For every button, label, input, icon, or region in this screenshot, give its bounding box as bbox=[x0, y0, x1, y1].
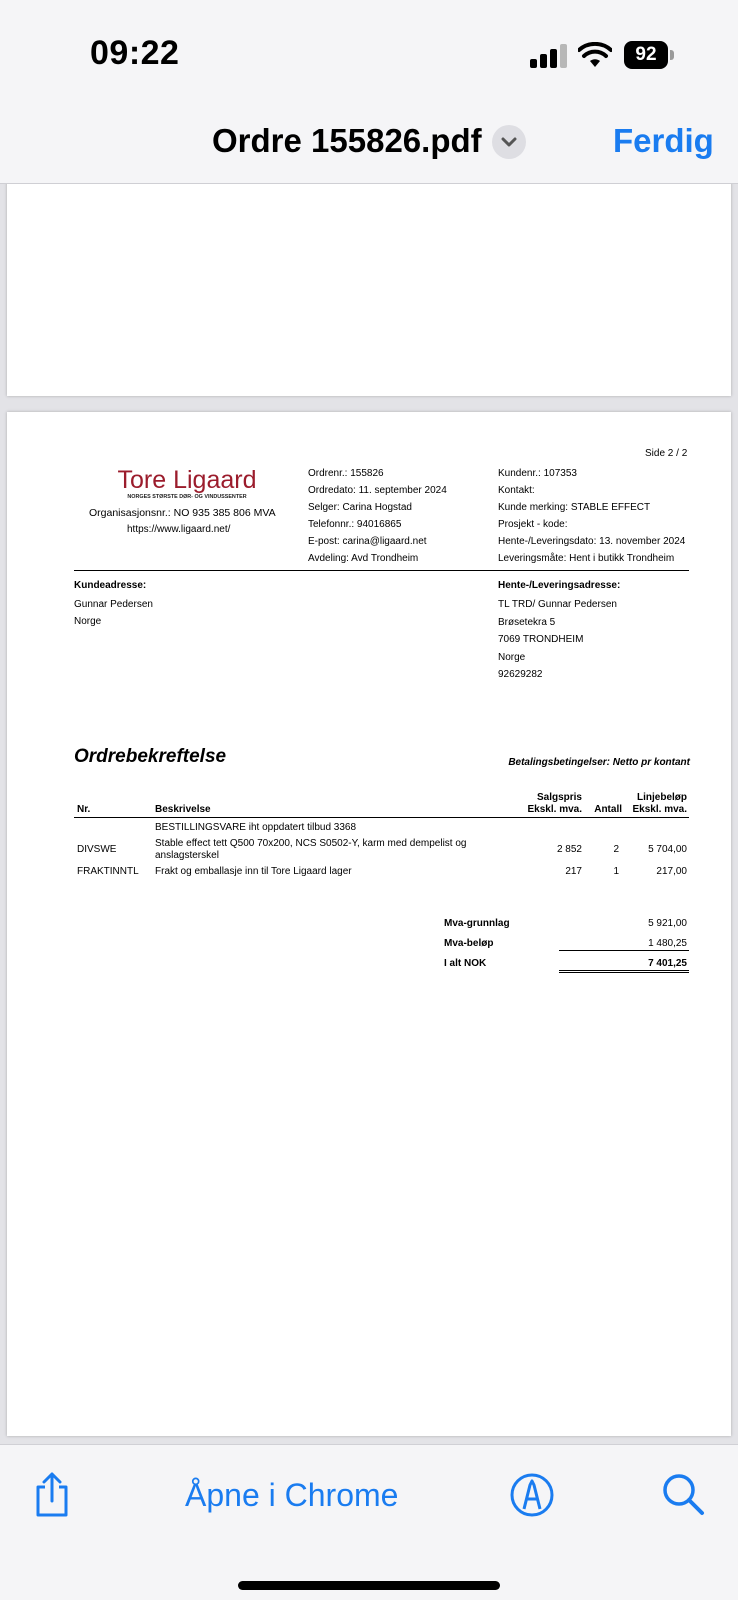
delivery-address-line: 7069 TRONDHEIM bbox=[498, 634, 584, 645]
row-description: Frakt og emballasje inn til Tore Ligaard lager bbox=[155, 866, 352, 877]
seller-phone: Telefonnr.: 94016865 bbox=[308, 519, 402, 530]
delivery-method: Leveringsmåte: Hent i butikk Trondheim bbox=[498, 553, 675, 564]
col-header-price: Salgspris bbox=[536, 792, 582, 803]
col-header-line-amount: Linjebeløp bbox=[637, 792, 687, 803]
pdf-page-2 bbox=[7, 412, 731, 1436]
row-qty: 1 bbox=[613, 866, 619, 877]
company-website: https://www.ligaard.net/ bbox=[127, 524, 231, 535]
chevron-down-icon bbox=[492, 125, 526, 159]
customer-marking: Kunde merking: STABLE EFFECT bbox=[498, 502, 651, 513]
open-in-chrome-button[interactable]: Åpne i Chrome bbox=[185, 1477, 399, 1513]
contact: Kontakt: bbox=[498, 485, 535, 496]
pdf-page-1 bbox=[7, 184, 731, 396]
col-header-price-sub: Ekskl. mva. bbox=[527, 804, 582, 815]
status-bar bbox=[0, 0, 738, 100]
totals-sum-label: I alt NOK bbox=[444, 958, 487, 969]
header-divider bbox=[74, 570, 689, 571]
document-title[interactable]: Ordre 155826.pdf bbox=[212, 122, 482, 159]
logo-tagline: NORGES STØRSTE DØR- OG VINDUSSENTER bbox=[127, 494, 247, 500]
totals-vat-base-value: 5 921,00 bbox=[648, 918, 687, 929]
totals-divider bbox=[559, 950, 689, 951]
row-price: 217 bbox=[565, 866, 582, 877]
delivery-address-line: Norge bbox=[498, 652, 526, 663]
nav-bar bbox=[0, 100, 738, 184]
customer-address-line: Gunnar Pedersen bbox=[74, 599, 153, 610]
row-nr: DIVSWE bbox=[77, 844, 117, 855]
done-button[interactable]: Ferdig bbox=[613, 122, 714, 159]
customer-address-line: Norge bbox=[74, 616, 102, 627]
document-heading: Ordrebekreftelse bbox=[74, 746, 227, 767]
row-qty: 2 bbox=[613, 844, 619, 855]
battery-level: 92 bbox=[624, 41, 668, 69]
seller: Selger: Carina Hogstad bbox=[308, 502, 412, 513]
project-code: Prosjekt - kode: bbox=[498, 519, 568, 530]
seller-email: E-post: carina@ligaard.net bbox=[308, 536, 427, 547]
page-indicator: Side 2 / 2 bbox=[645, 448, 688, 459]
delivery-address-line: Brøsetekra 5 bbox=[498, 617, 556, 628]
row-amount: 217,00 bbox=[656, 866, 687, 877]
customer-address-heading: Kundeadresse: bbox=[74, 580, 147, 591]
home-indicator[interactable] bbox=[238, 1581, 500, 1590]
totals-vat-label: Mva-beløp bbox=[444, 938, 494, 949]
share-icon[interactable] bbox=[32, 1471, 72, 1519]
bottom-toolbar bbox=[0, 1444, 738, 1600]
order-note: BESTILLINGSVARE iht oppdatert tilbud 3368 bbox=[155, 822, 357, 833]
status-time: 09:22 bbox=[90, 34, 180, 72]
delivery-address-line: TL TRD/ Gunnar Pedersen bbox=[498, 599, 617, 610]
delivery-address-heading: Hente-/Leveringsadresse: bbox=[498, 580, 621, 591]
col-header-nr: Nr. bbox=[77, 804, 91, 815]
totals-vat-base-label: Mva-grunnlag bbox=[444, 918, 510, 929]
col-header-qty: Antall bbox=[594, 804, 622, 815]
totals-sum-value: 7 401,25 bbox=[648, 958, 687, 969]
title-menu-button[interactable] bbox=[492, 125, 526, 159]
order-date: Ordredato: 11. september 2024 bbox=[308, 485, 447, 496]
logo-name: Tore Ligaard bbox=[117, 466, 257, 494]
customer-number: Kundenr.: 107353 bbox=[498, 468, 577, 479]
cellular-signal-icon bbox=[530, 44, 570, 68]
delivery-address-line: 92629282 bbox=[498, 669, 543, 680]
pdf-viewer[interactable] bbox=[0, 184, 738, 1444]
row-description-cont: anslagsterskel bbox=[155, 850, 219, 861]
row-price: 2 852 bbox=[556, 844, 582, 855]
battery-icon bbox=[624, 41, 670, 69]
org-number: Organisasjonsnr.: NO 935 385 806 MVA bbox=[89, 507, 276, 519]
markup-pen-icon[interactable] bbox=[510, 1473, 554, 1517]
department: Avdeling: Avd Trondheim bbox=[308, 553, 419, 564]
table-header-divider bbox=[74, 817, 689, 818]
search-icon[interactable] bbox=[660, 1471, 706, 1517]
totals-vat-value: 1 480,25 bbox=[648, 938, 687, 949]
company-logo bbox=[107, 462, 267, 500]
payment-terms: Betalingsbetingelser: Netto pr kontant bbox=[508, 757, 690, 768]
col-header-description: Beskrivelse bbox=[155, 804, 211, 815]
row-amount: 5 704,00 bbox=[648, 844, 687, 855]
col-header-line-amount-sub: Ekskl. mva. bbox=[632, 804, 687, 815]
totals-double-underline bbox=[559, 970, 689, 973]
delivery-date: Hente-/Leveringsdato: 13. november 2024 bbox=[498, 536, 686, 547]
order-number: Ordrenr.: 155826 bbox=[308, 468, 384, 479]
row-description: Stable effect tett Q500 70x200, NCS S0502-Y, karm med dempelist og bbox=[155, 838, 467, 849]
row-nr: FRAKTINNTL bbox=[77, 866, 139, 877]
wifi-icon bbox=[578, 42, 612, 68]
